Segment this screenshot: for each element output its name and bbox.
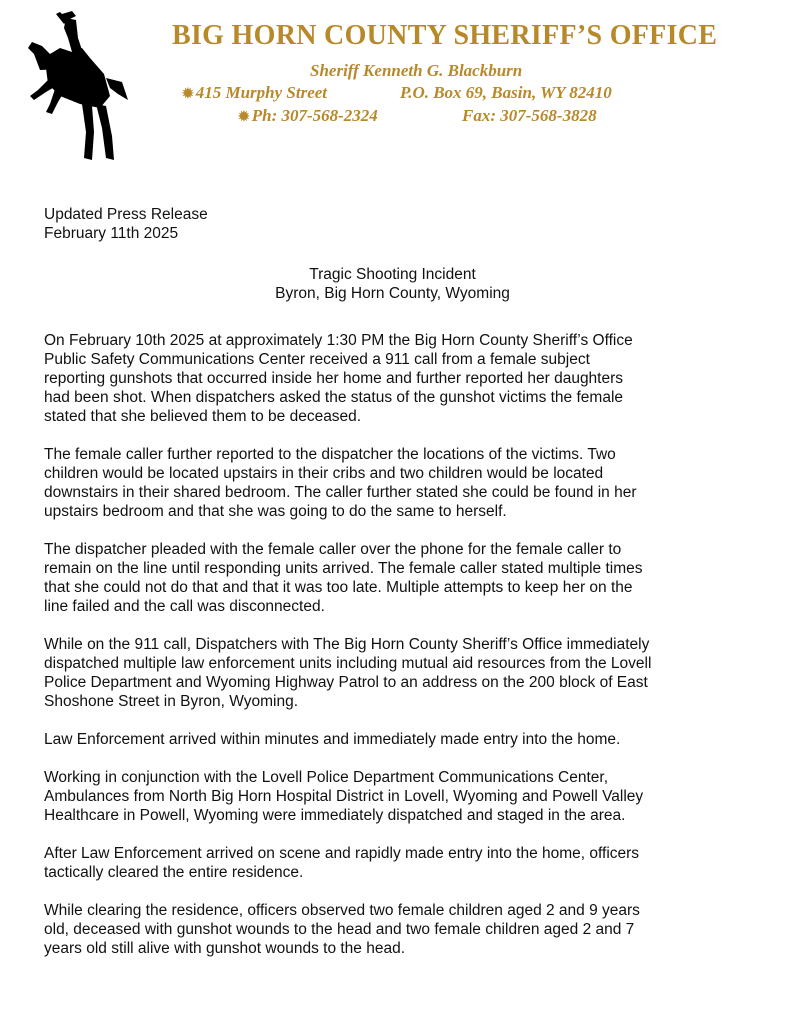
body-paragraph — [44, 768, 744, 825]
star-icon: ✹ — [182, 87, 194, 102]
paragraph-line: upstairs bedroom and that she was going to do the same to herself. — [44, 503, 507, 520]
paragraph-line: remain on the line until responding units arrived. The female caller stated multiple times — [44, 560, 643, 577]
release-subject — [0, 265, 785, 303]
body-paragraph — [44, 844, 744, 882]
paragraph-line: Public Safety Communications Center received a 911 call from a female subject — [44, 351, 590, 368]
paragraph-line: Law Enforcement arrived within minutes and immediately made entry into the home. — [44, 731, 621, 748]
subject-location: Byron, Big Horn County, Wyoming — [275, 285, 510, 302]
paragraph-line: children would be located upstairs in their cribs and two children would be located — [44, 465, 604, 482]
paragraph-line: Ambulances from North Big Horn Hospital District in Lovell, Wyoming and Powell Valley — [44, 788, 644, 805]
body-paragraph — [44, 445, 744, 521]
office-name: BIG HORN COUNTY SHERIFF’S OFFICE — [172, 20, 718, 51]
release-body — [44, 331, 744, 977]
phone-number — [238, 106, 378, 126]
paragraph-line: line failed and the call was disconnected. — [44, 598, 325, 615]
star-icon: ✹ — [238, 110, 250, 125]
po-box: P.O. Box 69, Basin, WY 82410 — [400, 83, 612, 102]
paragraph-line: dispatched multiple law enforcement units including mutual aid resources from the Lovell — [44, 655, 652, 672]
body-paragraph — [44, 540, 744, 616]
paragraph-line: Working in conjunction with the Lovell Police Department Communications Center, — [44, 769, 609, 786]
paragraph-line: Shoshone Street in Byron, Wyoming. — [44, 693, 299, 710]
phone-text: Ph: 307-568-2324 — [251, 106, 378, 125]
body-paragraph — [44, 331, 744, 426]
street-address — [182, 83, 327, 103]
paragraph-line: old, deceased with gunshot wounds to the head and two female children aged 2 and 7 — [44, 921, 635, 938]
paragraph-line: downstairs in their shared bedroom. The caller further stated she could be found in her — [44, 484, 637, 501]
paragraph-line: On February 10th 2025 at approximately 1:30 PM the Big Horn County Sheriff’s Office — [44, 332, 633, 349]
bucking-horse-rider-icon — [20, 8, 132, 166]
subject-title: Tragic Shooting Incident — [309, 266, 476, 283]
paragraph-line: Healthcare in Powell, Wyoming were immediately dispatched and staged in the area. — [44, 807, 626, 824]
body-paragraph — [44, 730, 744, 749]
release-date: February 11th 2025 — [44, 225, 179, 242]
paragraph-line: reporting gunshots that occurred inside her home and further reported her daughters — [44, 370, 624, 387]
paragraph-line: While clearing the residence, officers observed two female children aged 2 and 9 years — [44, 902, 640, 919]
paragraph-line: Police Department and Wyoming Highway Patrol to an address on the 200 block of East — [44, 674, 648, 691]
paragraph-line: tactically cleared the entire residence. — [44, 864, 304, 881]
release-type: Updated Press Release — [44, 206, 208, 223]
paragraph-line: The dispatcher pleaded with the female caller over the phone for the female caller to — [44, 541, 622, 558]
paragraph-line: years old still alive with gunshot wounds to the head. — [44, 940, 406, 957]
paragraph-line: The female caller further reported to the dispatcher the locations of the victims. Two — [44, 446, 616, 463]
paragraph-line: that she could not do that and that it was too late. Multiple attempts to keep her on the — [44, 579, 633, 596]
sheriff-name: Sheriff Kenneth G. Blackburn — [310, 61, 523, 80]
street-text: 415 Murphy Street — [195, 83, 328, 102]
paragraph-line: After Law Enforcement arrived on scene and rapidly made entry into the home, officers — [44, 845, 640, 862]
body-paragraph — [44, 635, 744, 711]
body-paragraph — [44, 901, 744, 958]
fax-number: Fax: 307-568-3828 — [462, 106, 597, 125]
paragraph-line: had been shot. When dispatchers asked the status of the gunshot victims the female — [44, 389, 624, 406]
paragraph-line: While on the 911 call, Dispatchers with The Big Horn County Sheriff’s Office immediately — [44, 636, 650, 653]
release-header — [44, 205, 208, 243]
paragraph-line: stated that she believed them to be deceased. — [44, 408, 362, 425]
